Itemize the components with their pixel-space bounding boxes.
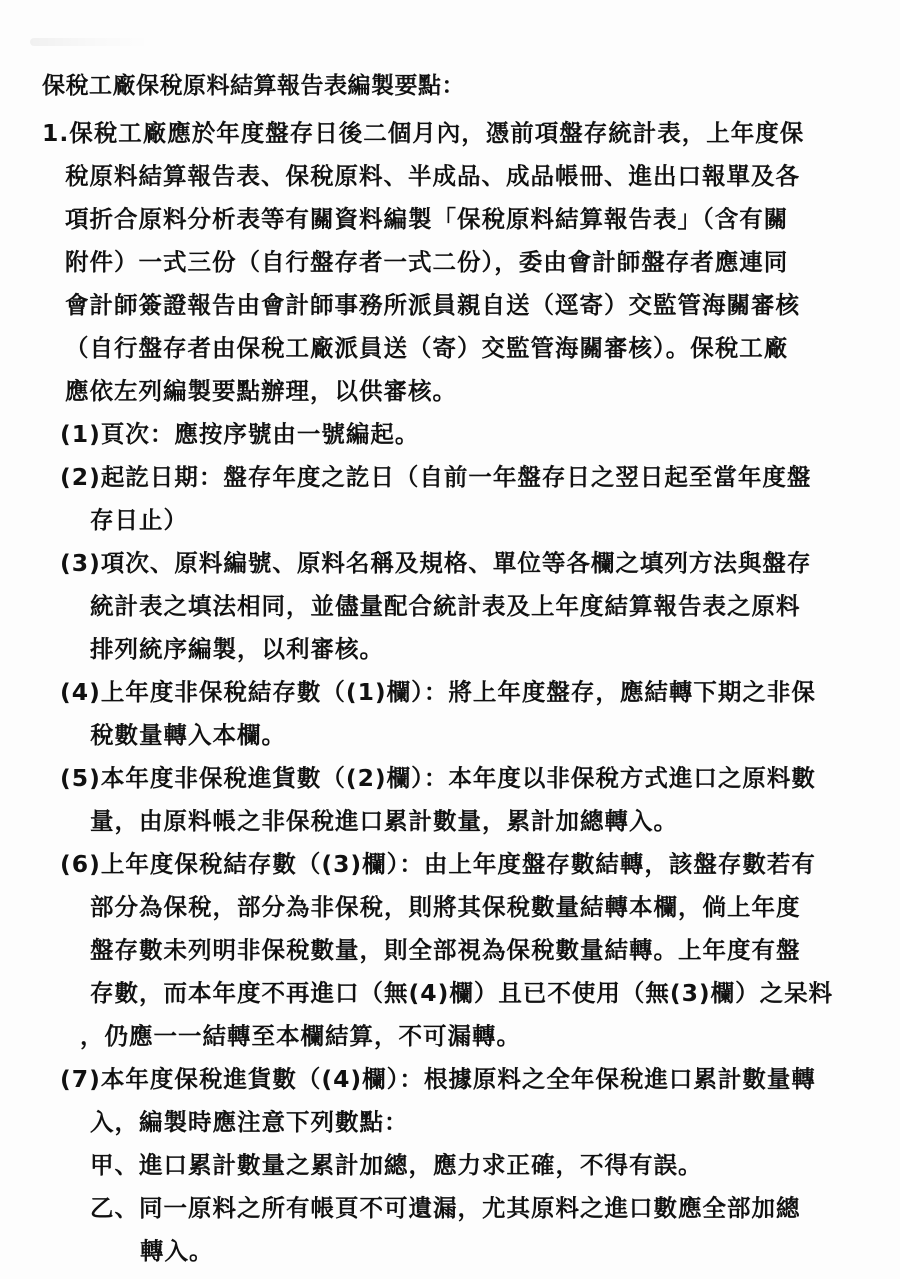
document-title: 保稅工廠保稅原料結算報告表編製要點： xyxy=(42,73,465,99)
text-line-5: 會計師簽證報告由會計師事務所派員親自送（逕寄）交監管海關審核 xyxy=(65,291,800,319)
scan-smudge xyxy=(30,38,150,46)
text-line-1: 1.保稅工廠應於年度盤存日後二個月內，憑前項盤存統計表，上年度保 xyxy=(42,119,805,147)
text-line-6: （自行盤存者由保稅工廠派員送（寄）交監管海關審核）。保稅工廠 xyxy=(65,334,789,362)
sub-item-yi-cont: 轉入。 xyxy=(140,1237,214,1265)
sub-item-yi: 乙、同一原料之所有帳頁不可遺漏，尤其原料之進口數應全部加總 xyxy=(90,1194,801,1222)
text-line-7: 應依左列編製要點辦理，以供審核。 xyxy=(65,377,457,405)
item-6-cont-3: 存數，而本年度不再進口（無(4)欄）且已不使用（無(3)欄）之呆料 xyxy=(90,979,834,1007)
item-7-cont: 入，編製時應注意下列數點： xyxy=(90,1108,409,1136)
text-line-2: 稅原料結算報告表、保稅原料、半成品、成品帳冊、進出口報單及各 xyxy=(65,162,800,190)
item-5: (5)本年度非保稅進貨數（(2)欄）：本年度以非保稅方式進口之原料數 xyxy=(60,764,816,792)
item-6: (6)上年度保稅結存數（(3)欄）：由上年度盤存數結轉，該盤存數若有 xyxy=(60,850,816,878)
item-5-cont: 量，由原料帳之非保稅進口累計數量，累計加總轉入。 xyxy=(90,807,678,835)
item-2-cont: 存日止） xyxy=(90,506,188,534)
item-2: (2)起訖日期：盤存年度之訖日（自前一年盤存日之翌日起至當年度盤 xyxy=(60,463,812,491)
item-6-cont-1: 部分為保稅，部分為非保稅，則將其保稅數量結轉本欄，倘上年度 xyxy=(90,893,801,921)
item-3: (3)項次、原料編號、原料名稱及規格、單位等各欄之填列方法與盤存 xyxy=(60,549,812,577)
item-4: (4)上年度非保稅結存數（(1)欄）：將上年度盤存，應結轉下期之非保 xyxy=(60,678,816,706)
item-1: (1)頁次：應按序號由一號編起。 xyxy=(60,420,420,448)
text-line-4: 附件）一式三份（自行盤存者一式二份），委由會計師盤存者應連同 xyxy=(65,248,789,276)
item-3-cont-2: 排列統序編製，以利審核。 xyxy=(90,635,384,663)
sub-item-jia: 甲、進口累計數量之累計加總，應力求正確，不得有誤。 xyxy=(90,1151,703,1179)
item-3-cont-1: 統計表之填法相同，並儘量配合統計表及上年度結算報告表之原料 xyxy=(90,592,801,620)
item-7: (7)本年度保稅進貨數（(4)欄）：根據原料之全年保稅進口累計數量轉 xyxy=(60,1065,816,1093)
item-4-cont: 稅數量轉入本欄。 xyxy=(90,721,286,749)
item-6-cont-4: ，仍應一一結轉至本欄結算，不可漏轉。 xyxy=(80,1022,521,1050)
text-line-3: 項折合原料分析表等有關資料編製「保稅原料結算報告表」（含有關 xyxy=(65,205,789,233)
item-6-cont-2: 盤存數未列明非保稅數量，則全部視為保稅數量結轉。上年度有盤 xyxy=(90,936,801,964)
